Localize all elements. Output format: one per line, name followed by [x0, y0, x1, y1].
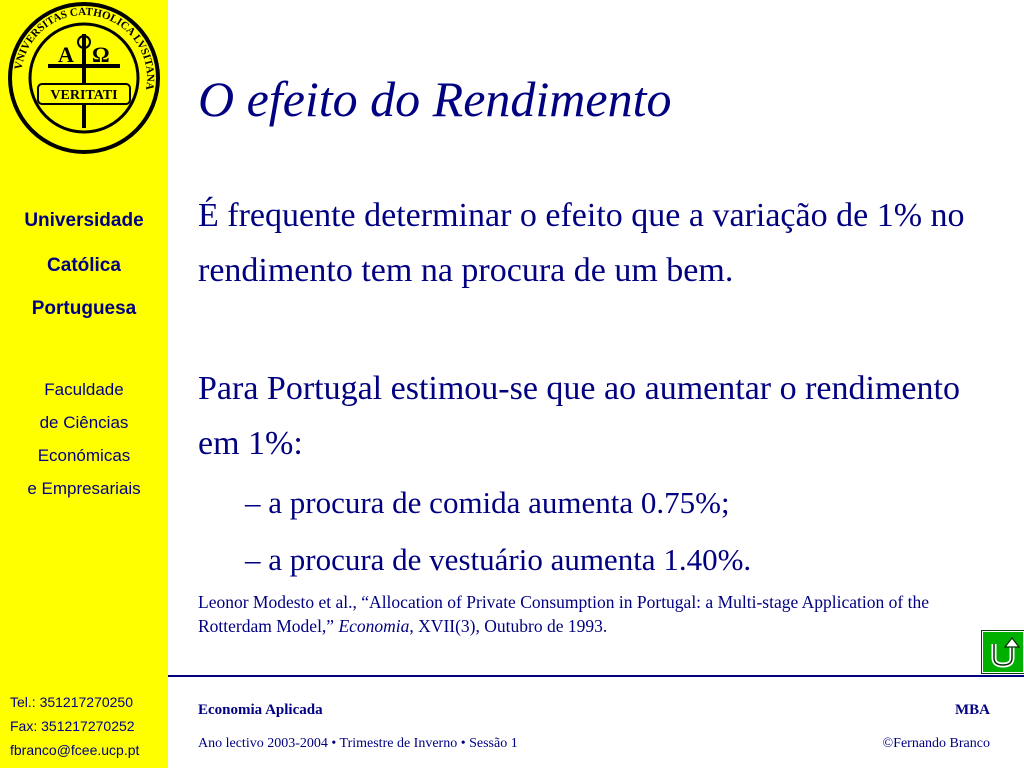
- citation-issue: , XVII(3), Outubro de 1993.: [409, 616, 608, 636]
- university-name-line-3: Portuguesa: [31, 298, 137, 319]
- footer-author: ©Fernando Branco: [882, 736, 990, 751]
- svg-text:VERITATI: VERITATI: [50, 88, 118, 103]
- svg-text:VNIVERSITAS CATHOLICA LVSITANA: VNIVERSITAS CATHOLICA LVSITANA: [12, 5, 157, 91]
- slide-title: O efeito do Rendimento: [198, 71, 672, 127]
- footer-course: Economia Aplicada: [198, 702, 323, 718]
- citation-text: Leonor Modesto et al., “Allocation of Private Consumption in Portugal: a Multi-stage Application of the Rotterdam Model,”: [198, 592, 929, 636]
- return-button[interactable]: [982, 631, 1024, 673]
- footer-program: MBA: [955, 702, 990, 718]
- footer-divider: [168, 675, 1024, 677]
- footer-session: Ano lectivo 2003-2004 • Trimestre de Inverno • Sessão 1: [198, 736, 518, 751]
- contact-email[interactable]: fbranco@fcee.ucp.pt: [10, 742, 140, 758]
- sub-item-food: – a procura de comida aumenta 0.75%;: [245, 485, 730, 520]
- faculty-name-line-3: Económicas: [37, 446, 131, 465]
- paragraph-2: Para Portugal estimou-se que ao aumentar o rendimento em 1%:: [198, 370, 960, 462]
- return-u-turn-icon: [983, 632, 1023, 672]
- faculty-name-line-2: de Ciências: [39, 413, 129, 432]
- sidebar: [0, 0, 168, 768]
- svg-text:A: A: [58, 42, 74, 67]
- faculty-name-line-1: Faculdade: [44, 380, 124, 399]
- contact-fax: Fax: 351217270252: [10, 718, 135, 734]
- paragraph-1: É frequente determinar o efeito que a variação de 1% no rendimento tem na procura de um bem.: [198, 197, 965, 289]
- sub-item-clothing: – a procura de vestuário aumenta 1.40%.: [245, 542, 752, 577]
- contact-tel: Tel.: 351217270250: [10, 694, 133, 710]
- university-name-line-1: Universidade: [24, 210, 144, 231]
- svg-text:Ω: Ω: [92, 42, 110, 67]
- faculty-name-line-4: e Empresariais: [27, 479, 141, 498]
- university-seal-logo: [4, 0, 164, 156]
- citation-journal: Economia: [338, 616, 410, 636]
- university-name-line-2: Católica: [47, 255, 121, 276]
- citation: [198, 590, 978, 638]
